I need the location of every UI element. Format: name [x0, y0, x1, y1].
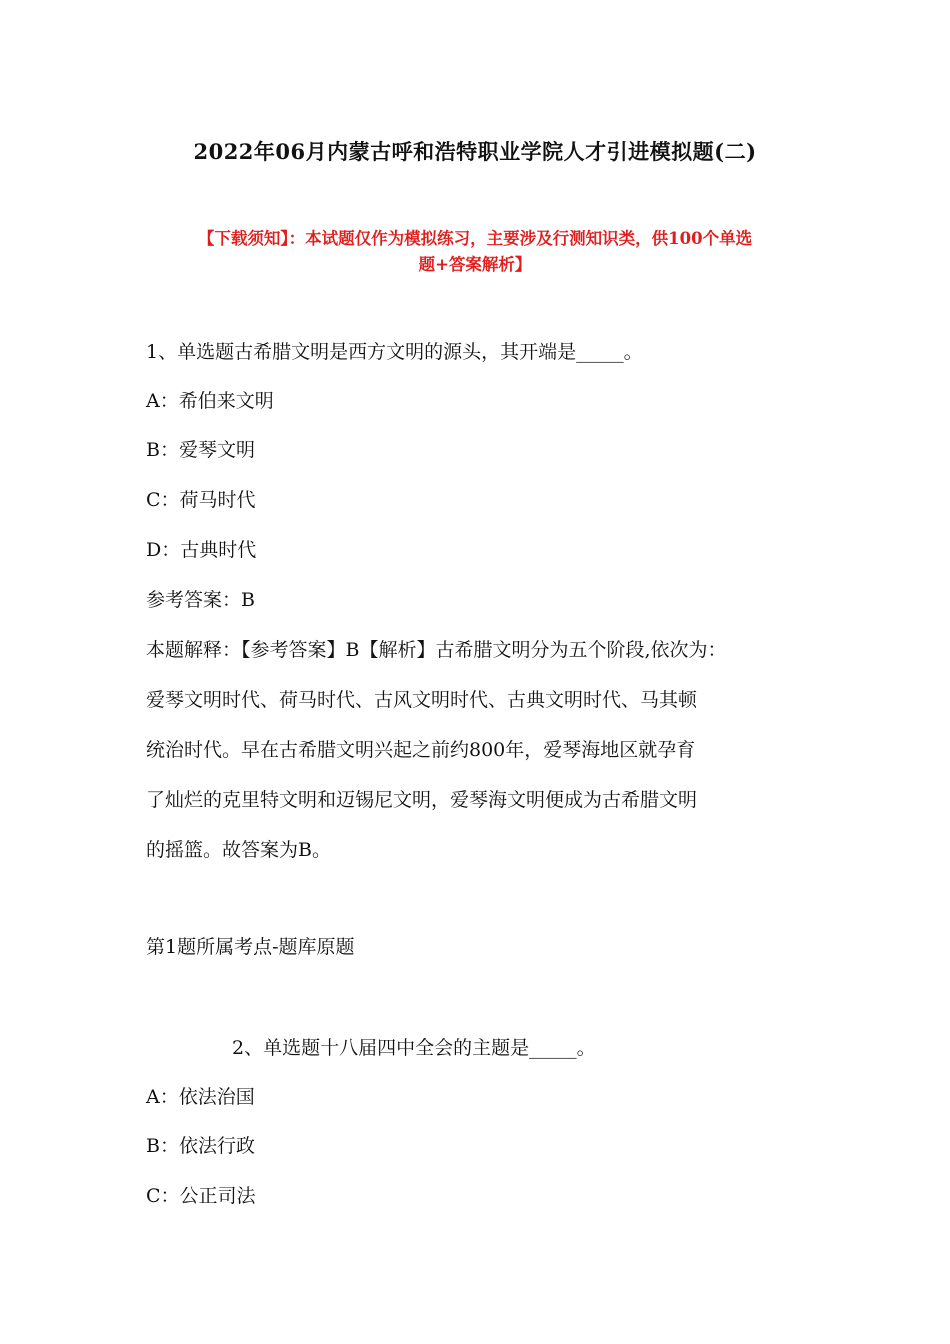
question-1-stem: 1、单选题古希腊文明是西方文明的源头，其开端是_____。 [146, 341, 643, 363]
explanation-line: 的摇篮。故答案为B。 [146, 839, 331, 861]
question-1-option-b: B：爱琴文明 [146, 439, 255, 461]
question-1-point: 第1题所属考点-题库原题 [146, 936, 355, 958]
question-1-answer: 参考答案：B [146, 589, 255, 611]
explanation-line: 爱琴文明时代、荷马时代、古风文明时代、古典文明时代、马其顿 [146, 689, 698, 711]
question-1-explanation [146, 625, 826, 875]
question-1-option-d: D：古典时代 [146, 539, 257, 561]
question-2-option-a: A：依法治国 [146, 1086, 255, 1108]
question-1-option-c: C：荷马时代 [146, 489, 256, 511]
question-2-option-c: C：公正司法 [146, 1185, 256, 1207]
question-2-stem: 2、单选题十八届四中全会的主题是_____。 [232, 1037, 596, 1059]
document-title: 2022年06月内蒙古呼和浩特职业学院人才引进模拟题(二) [193, 139, 757, 164]
explanation-line: 本题解释：【参考答案】B【解析】古希腊文明分为五个阶段,依次为： [146, 639, 727, 661]
question-1-option-a: A：希伯来文明 [146, 390, 274, 412]
question-2-option-b: B：依法行政 [146, 1135, 255, 1157]
notice-line: 题+答案解析】 [418, 255, 532, 274]
notice-line: 【下载须知】：本试题仅作为模拟练习，主要涉及行测知识类，供100个单选 [197, 229, 753, 248]
download-notice [140, 226, 810, 278]
explanation-line: 统治时代。早在古希腊文明兴起之前约800年，爱琴海地区就孕育 [146, 739, 696, 761]
explanation-line: 了灿烂的克里特文明和迈锡尼文明，爱琴海文明便成为古希腊文明 [146, 789, 698, 811]
